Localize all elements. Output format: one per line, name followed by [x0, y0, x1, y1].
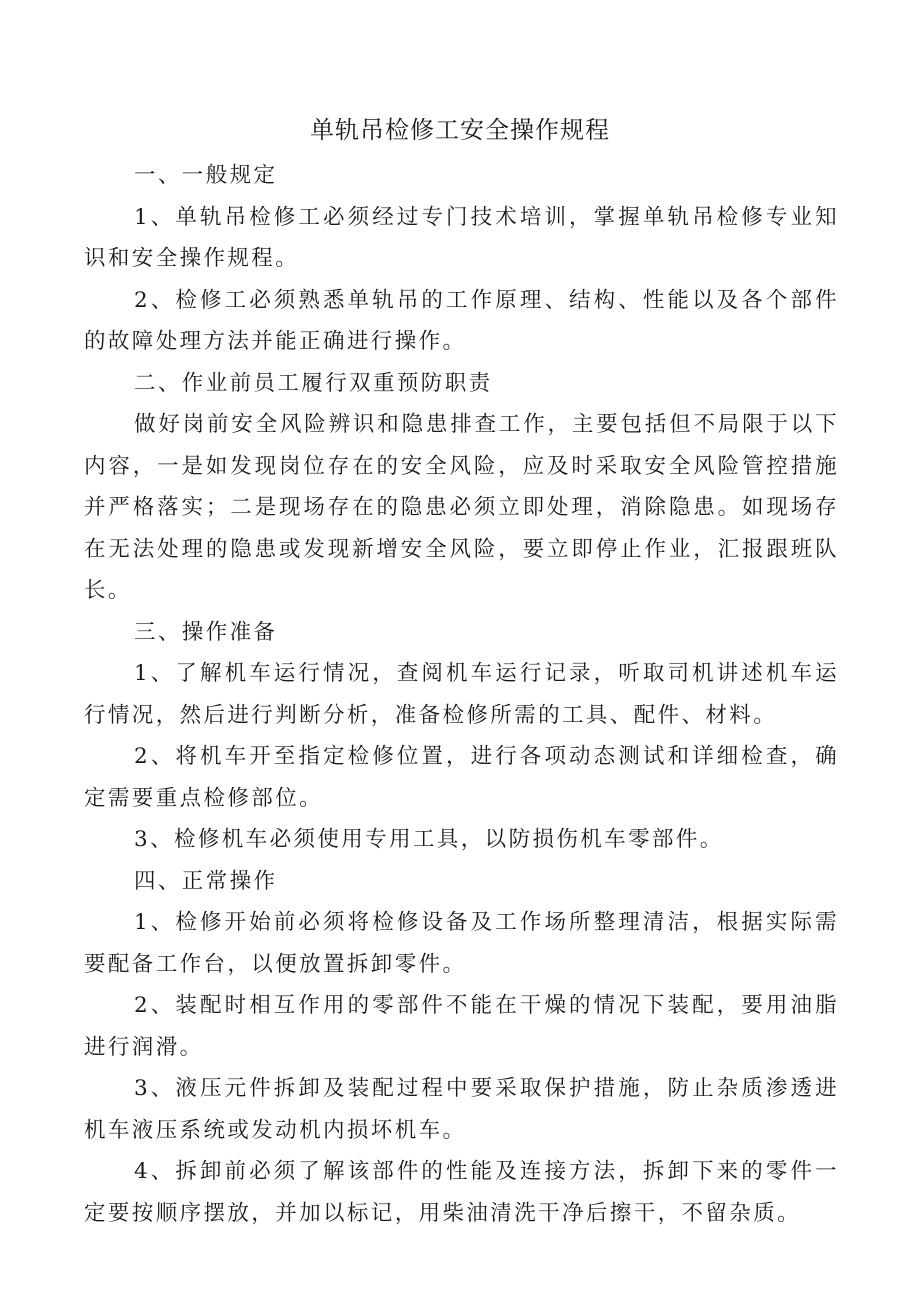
section-heading-dual-prevention: 二、作业前员工履行双重预防职责: [134, 370, 493, 396]
section-heading-normal-operation: 四、正常操作: [134, 868, 278, 894]
paragraph: 3、检修机车必须使用专用工具，以防损伤机车零部件。: [134, 827, 724, 852]
paragraph: 2、装配时相互作用的零部件不能在干燥的情况下装配，要用油脂进行润滑。: [84, 993, 839, 1060]
document-title: 单轨吊检修工安全操作规程: [310, 116, 610, 144]
paragraph: 4、拆卸前必须了解该部件的性能及连接方法，拆卸下来的零件一定要按顺序摆放，并加以标记，用柴油清洗干净后擦干，不留杂质。: [84, 1159, 839, 1226]
section-heading-general: 一、一般规定: [134, 163, 278, 188]
section-heading-preparation: 三、操作准备: [134, 619, 278, 645]
paragraph: 2、将机车开至指定检修位置，进行各项动态测试和详细检查，确定需要重点检修部位。: [84, 744, 839, 811]
paragraph: 2、检修工必须熟悉单轨吊的工作原理、结构、性能以及各个部件的故障处理方法并能正确进行操作。: [84, 287, 839, 354]
paragraph: 1、检修开始前必须将检修设备及工作场所整理清洁，根据实际需要配备工作台，以便放置拆卸零件。: [84, 910, 839, 977]
paragraph: 1、了解机车运行情况，查阅机车运行记录，听取司机讲述机车运行情况，然后进行判断分析，准备检修所需的工具、配件、材料。: [84, 661, 839, 728]
paragraph: 1、单轨吊检修工必须经过专门技术培训，掌握单轨吊检修专业知识和安全操作规程。: [84, 204, 839, 271]
document-body: [84, 155, 839, 1234]
paragraph: 做好岗前安全风险辨识和隐患排查工作，主要包括但不局限于以下内容，一是如发现岗位存在的安全风险，应及时采取安全风险管控措施并严格落实；二是现场存在的隐患必须立即处理，消除隐患。如现场存在无法处理的隐患或发现新增安全风险，要立即停止作业，汇报跟班队长。: [84, 412, 839, 603]
paragraph: 3、液压元件拆卸及装配过程中要采取保护措施，防止杂质渗透进机车液压系统或发动机内损坏机车。: [84, 1076, 839, 1143]
